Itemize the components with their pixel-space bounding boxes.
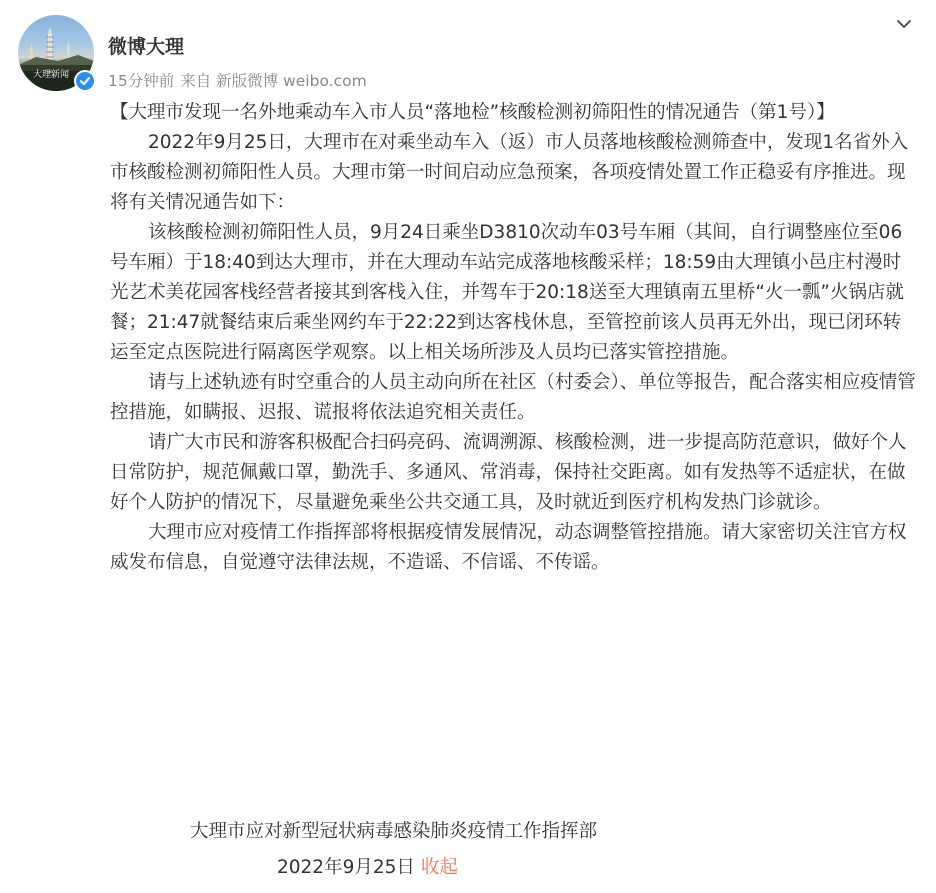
paragraph-trajectory: 该核酸检测初筛阳性人员，9月24日乘坐D3810次动车03号车厢（其间，自行调整座位至06号车厢）于18:40到达大理市，并在大理动车站完成落地核酸采样；18:59由大理镇小邑庄村漫时光艺术美花园客栈经营者接其到客栈入住，并驾车于20:18送至大理镇南五里桥“火一瓢”火锅店就餐；21:47就餐结束后乘坐网约车于22:22到达客栈休息，至管控前该人员再无外出，现已闭环转运至定点医院进行隔离医学观察。以上相关场所涉及人员均已落实管控措施。 (110, 222, 904, 363)
post-meta (108, 69, 373, 91)
more-menu-button[interactable] (893, 13, 915, 35)
chevron-down-icon (893, 13, 915, 35)
post-source: 来自 新版微博 weibo.com (180, 72, 367, 90)
username-link[interactable]: 微博大理 (108, 36, 185, 58)
collapse-link[interactable]: 收起 (420, 857, 458, 878)
paragraph-report-request: 请与上述轨迹有时空重合的人员主动向所在社区（村委会）、单位等报告，配合落实相应疫情管控措施，如瞒报、迟报、谎报将依法追究相关责任。 (110, 372, 916, 423)
post-title: 【大理市发现一名外地乘动车入市人员“落地检”核酸检测初筛阳性的情况通告（第1号）】 (110, 102, 835, 123)
date-line (277, 853, 458, 883)
avatar-caption: 大理新闻 (33, 70, 70, 80)
paragraph-intro: 2022年9月25日，大理市在对乘坐动车入（返）市人员落地核酸检测筛查中，发现1名省外入市核酸检测初筛阳性人员。大理市第一时间启动应急预案，各项疫情处置工作正稳妥有序推进。现将有关情况通告如下： (110, 132, 909, 213)
post-content (110, 98, 916, 578)
paragraph-closing: 大理市应对疫情工作指挥部将根据疫情发展情况，动态调整管控措施。请大家密切关注官方权威发布信息，自觉遵守法律法规，不造谣、不信谣、不传谣。 (110, 522, 907, 573)
verified-badge-icon (74, 70, 96, 92)
signature: 大理市应对新型冠状病毒感染肺炎疫情工作指挥部 (190, 821, 598, 842)
post-date: 2022年9月25日 (277, 857, 415, 878)
paragraph-public-advice: 请广大市民和游客积极配合扫码亮码、流调溯源、核酸检测，进一步提高防范意识，做好个人日常防护，规范佩戴口罩，勤洗手、多通风、常消毒，保持社交距离。如有发热等不适症状，在做好个人防护的情况下，尽量避免乘坐公共交通工具，及时就近到医疗机构发热门诊就诊。 (110, 432, 907, 513)
post-time[interactable]: 15分钟前 (108, 72, 175, 90)
